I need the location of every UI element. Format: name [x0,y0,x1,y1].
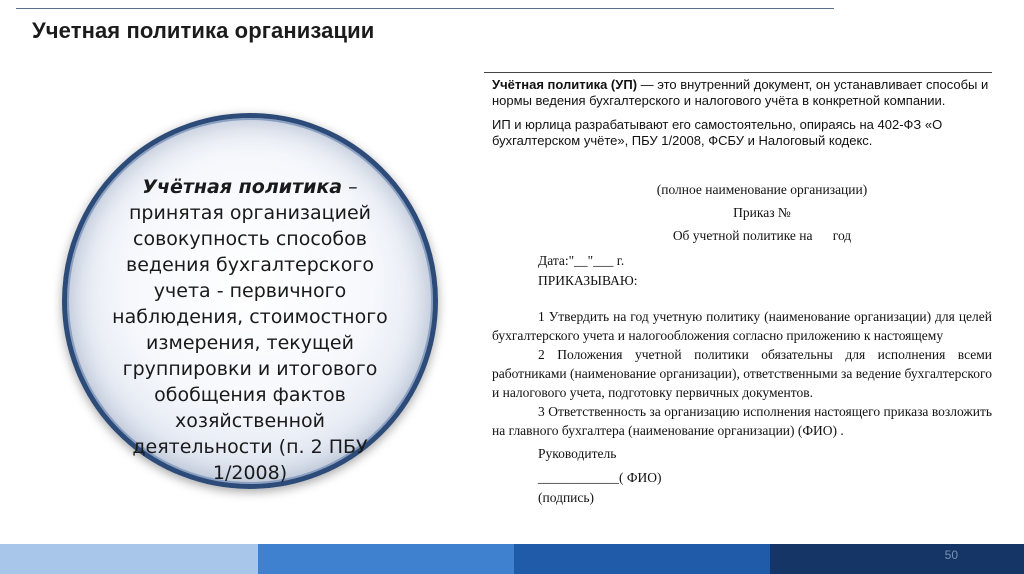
doc-item-1: 1 Утвердить на год учетную политику (наименование организации) для целей бухгалтерского учета и налогообложения согласно приложению к настоящему [492,309,992,343]
order-document-scan [492,178,992,523]
doc-signature-label: (подпись) [538,490,595,505]
definition-text [107,174,393,486]
slide-title: Учетная политика организации [32,18,375,43]
footer-segment-1 [0,544,258,574]
doc-subject: Об учетной политике на год [672,228,852,243]
footer-bar [0,544,1024,574]
doc-order-word: ПРИКАЗЫВАЮ: [538,273,638,288]
doc-item-3: 3 Ответственность за организацию исполнения настоящего приказа возложить на главного бухгалтера (наименование организации) (ФИО) . [492,404,992,438]
doc-head: Руководитель [538,446,617,461]
definition-term: Учётная политика [142,176,343,198]
info-block [492,77,990,157]
footer-segment-4 [770,544,1024,574]
info-term: Учётная политика (УП) [492,77,638,92]
definition-circle [62,113,438,489]
doc-signature-line: ____________( ФИО) [538,470,662,485]
info-rule [484,72,992,73]
info-paragraph-2: ИП и юрлица разрабатывают его самостоятельно, опираясь на 402-ФЗ «О бухгалтерском учёте», ПБУ 1/2008, ФСБУ и Налоговый кодекс. [492,117,943,148]
footer-segment-3 [514,544,770,574]
doc-org-placeholder: (полное наименование организации) [656,182,868,197]
page-number: 50 [944,548,958,562]
header-rule [16,8,834,9]
doc-date: Дата:"__"___ г. [538,253,625,268]
doc-item-2: 2 Положения учетной политики обязательны для исполнения всеми работниками (наименование организации), ответственными за ведение бухгалтерского и налогового учета, подготовку первичных документов. [492,347,992,400]
doc-order-number: Приказ № [733,205,791,220]
info-p1-text: — это внутренний документ, он устанавливает способы и нормы ведения бухгалтерского и налогового учёта в конкретной компании. [492,77,989,108]
info-paragraph-1 [492,77,990,109]
footer-segment-2 [258,544,514,574]
definition-body: – принятая организацией совокупность способов ведения бухгалтерского учета - первичного наблюдения, стоимостного измерения, текущей группировки и итогового обобщения фактов хозяйственной деятельности (п. 2 ПБУ 1/2008) [112,176,388,484]
